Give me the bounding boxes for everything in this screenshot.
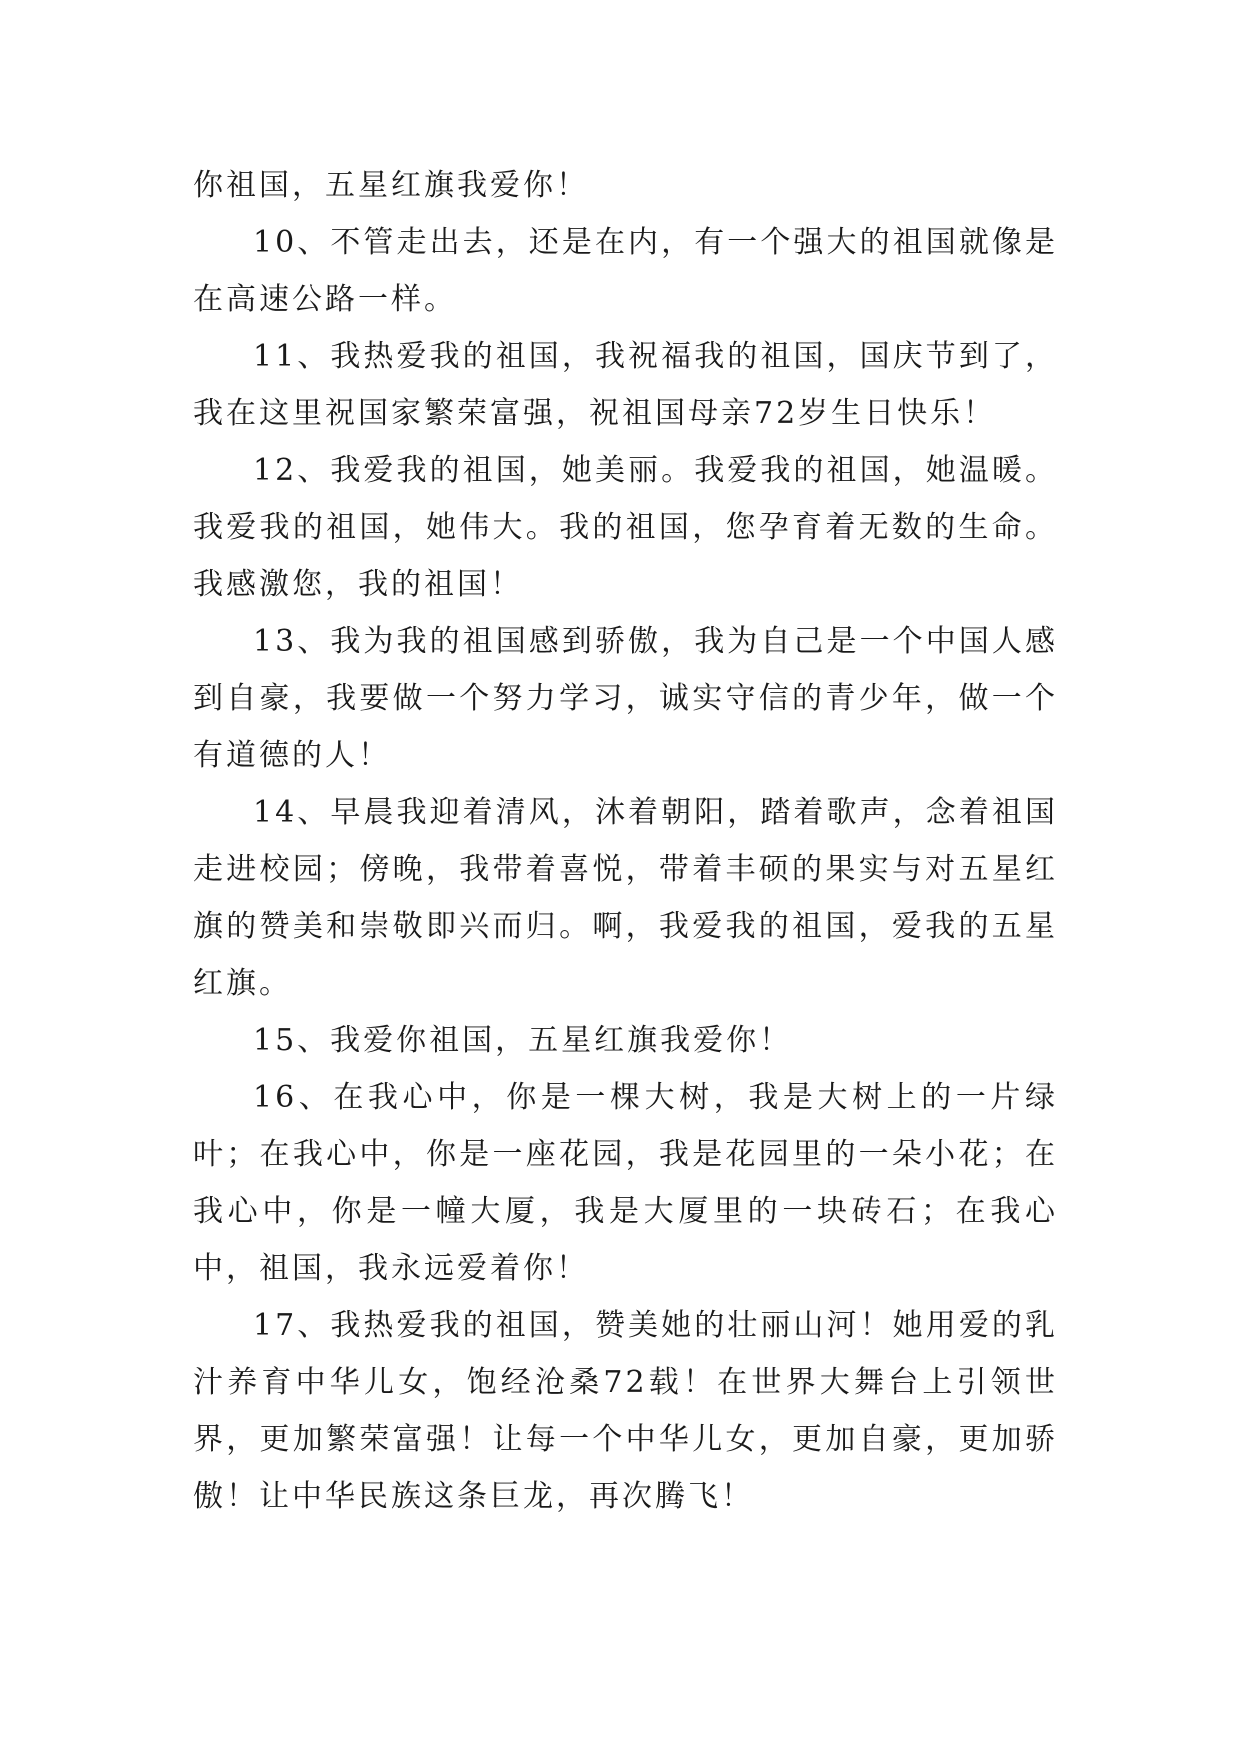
- paragraph-10: 10、不管走出去，还是在内，有一个强大的祖国就像是在高速公路一样。: [193, 225, 1058, 317]
- paragraph-16: 16、在我心中，你是一棵大树，我是大树上的一片绿叶；在我心中，你是一座花园，我是花园里的一朵小花；在我心中，你是一幢大厦，我是大厦里的一块砖石；在我心中，祖国，我永远爱着你！: [193, 1080, 1058, 1286]
- paragraph-15: 15、我爱你祖国，五星红旗我爱你！: [253, 1023, 793, 1058]
- paragraph-12: 12、我爱我的祖国，她美丽。我爱我的祖国，她温暖。我爱我的祖国，她伟大。我的祖国，您孕育着无数的生命。我感激您，我的祖国！: [193, 453, 1058, 602]
- paragraph-13: 13、我为我的祖国感到骄傲，我为自己是一个中国人感到自豪，我要做一个努力学习，诚实守信的青少年，做一个有道德的人！: [193, 624, 1058, 773]
- document-body: [193, 157, 1058, 1525]
- paragraph-14: 14、早晨我迎着清风，沐着朝阳，踏着歌声，念着祖国走进校园；傍晚，我带着喜悦，带着丰硕的果实与对五星红旗的赞美和崇敬即兴而归。啊，我爱我的祖国，爱我的五星红旗。: [193, 795, 1058, 1001]
- paragraph-11: 11、我热爱我的祖国，我祝福我的祖国，国庆节到了，我在这里祝国家繁荣富强，祝祖国母亲72岁生日快乐！: [193, 339, 1058, 431]
- paragraph-17: 17、我热爱我的祖国，赞美她的壮丽山河！她用爱的乳汁养育中华儿女，饱经沧桑72载！在世界大舞台上引领世界，更加繁荣富强！让每一个中华儿女，更加自豪，更加骄傲！让中华民族这条巨龙，再次腾飞！: [193, 1308, 1058, 1514]
- paragraph-continuation: 你祖国，五星红旗我爱你！: [193, 168, 589, 203]
